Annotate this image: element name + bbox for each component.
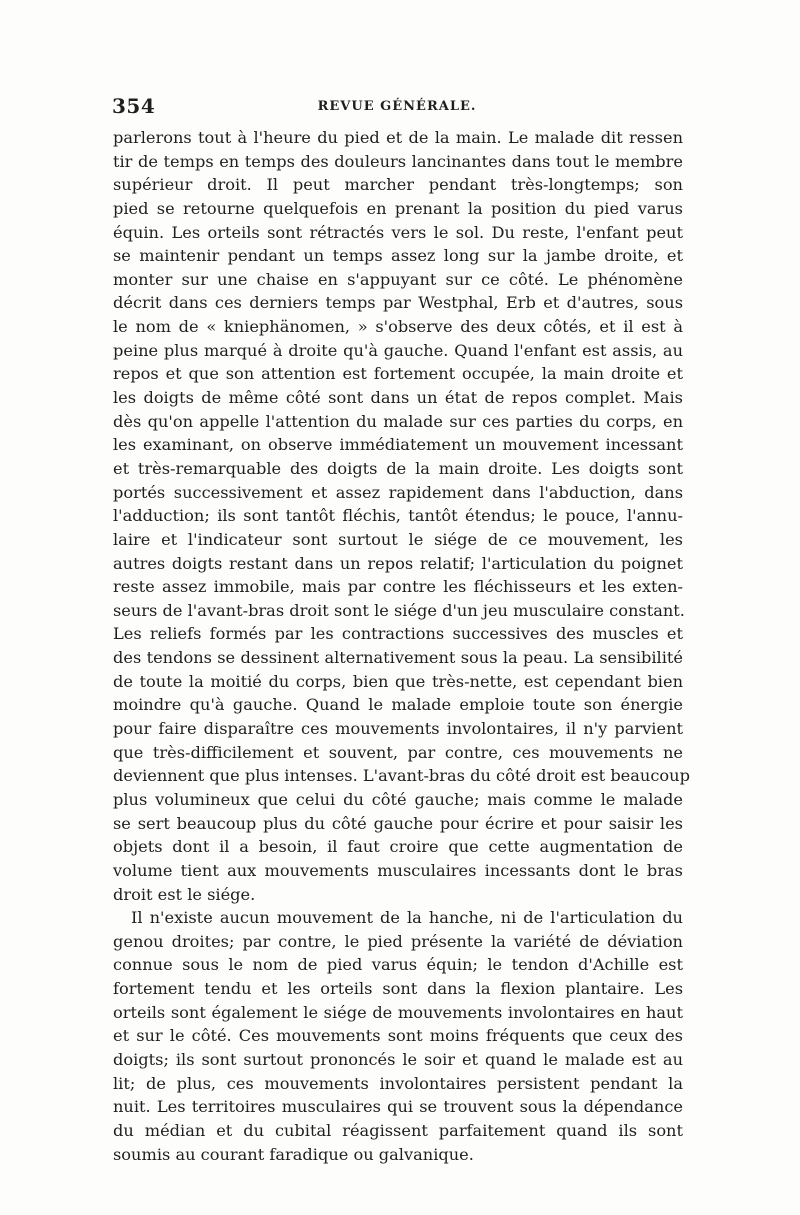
text-line: genou droites; par contre, le pied présente la variété de déviation (113, 931, 683, 951)
paragraph-end-line: droit est le siége. (113, 884, 256, 904)
text-line: nuit. Les territoires musculaires qui se trouvent sous la dépendance (113, 1097, 683, 1117)
text-line: parlerons tout à l'heure du pied et de la main. Le malade dit ressen (113, 128, 683, 147)
text-line: plus volumineux que celui du côté gauche; mais comme le malade (113, 789, 683, 809)
text-line: de toute la moitié du corps, bien que très-nette, est cependant bien (113, 671, 683, 691)
text-line: se sert beaucoup plus du côté gauche pour écrire et pour saisir les (113, 813, 683, 833)
text-line: connue sous le nom de pied varus équin; le tendon d'Achille est (113, 955, 683, 975)
text-line: reste assez immobile, mais par contre les fléchisseurs et les exten- (113, 577, 683, 597)
text-line: orteils sont également le siége de mouvements involontaires en haut (113, 1002, 683, 1022)
text-line: objets dont il a besoin, il faut croire que cette augmentation de (113, 837, 683, 857)
text-line: peine plus marqué à droite qu'à gauche. Quand l'enfant est assis, au (113, 340, 683, 360)
text-line: doigts; ils sont surtout prononcés le soir et quand le malade est au (113, 1049, 683, 1069)
text-line: tir de temps en temps des douleurs lancinantes dans tout le membre (113, 151, 683, 171)
text-line: supérieur droit. Il peut marcher pendant très-longtemps; son (113, 175, 683, 195)
text-line: monter sur une chaise en s'appuyant sur ce côté. Le phénomène (113, 269, 683, 289)
text-line: des tendons se dessinent alternativement sous la peau. La sensibilité (113, 648, 683, 668)
text-line: repos et que son attention est fortement occupée, la main droite et (113, 364, 683, 384)
body-text (113, 126, 690, 1166)
text-line: Les reliefs formés par les contractions successives des muscles et (113, 624, 683, 644)
text-line: pied se retourne quelquefois en prenant la position du pied varus (113, 198, 683, 218)
text-line: fortement tendu et les orteils sont dans la flexion plantaire. Les (113, 979, 683, 999)
running-title: REVUE GÉNÉRALE. (317, 99, 477, 114)
text-line: moindre qu'à gauche. Quand le malade emploie toute son énergie (113, 695, 683, 715)
paragraph-start-line: Il n'existe aucun mouvement de la hanche, ni de l'articulation du (131, 908, 683, 928)
text-line: le nom de « kniephänomen, » s'observe des deux côtés, et il est à (113, 317, 683, 337)
text-line: du médian et du cubital réagissent parfaitement quand ils sont (113, 1120, 683, 1140)
text-line: et sur le côté. Ces mouvements sont moins fréquents que ceux des (113, 1026, 683, 1046)
text-line: et très-remarquable des doigts de la main droite. Les doigts sont (113, 458, 683, 478)
text-line: lit; de plus, ces mouvements involontaires persistent pendant la (113, 1073, 683, 1093)
text-line: l'adduction; ils sont tantôt fléchis, tantôt étendus; le pouce, l'annu- (113, 506, 683, 526)
text-line: décrit dans ces derniers temps par Westphal, Erb et d'autres, sous (113, 293, 683, 313)
text-line: que très-difficilement et souvent, par contre, ces mouvements ne (113, 742, 683, 762)
text-line: les doigts de même côté sont dans un état de repos complet. Mais (113, 388, 683, 408)
text-line: volume tient aux mouvements musculaires incessants dont le bras (113, 860, 683, 880)
text-line: laire et l'indicateur sont surtout le siége de ce mouvement, les (113, 529, 683, 549)
running-head (112, 94, 682, 120)
text-line: deviennent que plus intenses. L'avant-bras du côté droit est beaucoup (113, 766, 690, 786)
text-line: autres doigts restant dans un repos relatif; l'articulation du poignet (113, 553, 683, 573)
paragraph-end-line: soumis au courant faradique ou galvanique. (113, 1144, 474, 1164)
text-line: portés successivement et assez rapidement dans l'abduction, dans (113, 482, 683, 502)
text-line: équin. Les orteils sont rétractés vers le sol. Du reste, l'enfant peut (113, 222, 683, 242)
page-number: 354 (112, 94, 156, 118)
text-line: dès qu'on appelle l'attention du malade sur ces parties du corps, en (113, 411, 683, 431)
text-line: se maintenir pendant un temps assez long sur la jambe droite, et (113, 246, 683, 266)
text-line: seurs de l'avant-bras droit sont le siége d'un jeu musculaire constant. (113, 600, 685, 620)
text-line: les examinant, on observe immédiatement un mouvement incessant (113, 435, 683, 455)
text-line: pour faire disparaître ces mouvements involontaires, il n'y parvient (113, 719, 683, 739)
